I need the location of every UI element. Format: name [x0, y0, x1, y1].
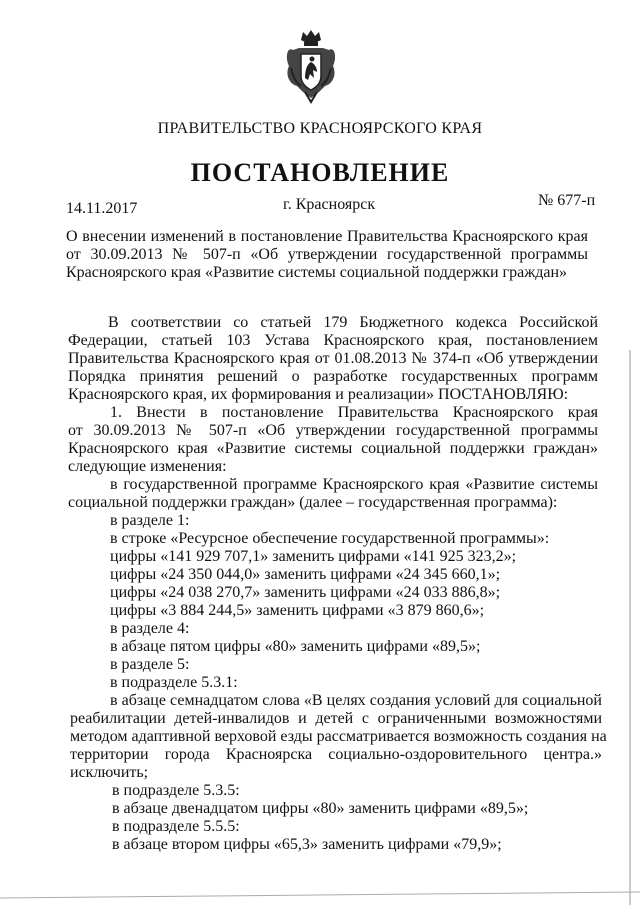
- body-line: исключить;: [70, 764, 149, 781]
- document-city: г. Красноярск: [283, 196, 376, 213]
- body-line: Правительства Красноярского края от 01.08.2013 № 374-п «Об утверждении: [68, 350, 598, 367]
- body-line: территории города Красноярска социально-оздоровительного центра.»: [70, 746, 602, 763]
- government-name: ПРАВИТЕЛЬСТВО КРАСНОЯРСКОГО КРАЯ: [157, 120, 483, 137]
- body-line: в подразделе 5.5.5:: [112, 818, 240, 835]
- document-date: 14.11.2017: [66, 200, 138, 217]
- body-line: цифры «141 929 707,1» заменить цифрами «141 925 323,2»;: [110, 548, 517, 565]
- body-line: 1. Внести в постановление Правительства Красноярского края: [110, 404, 598, 421]
- subject-line: от 30.09.2013 № 507-п «Об утверждении государственной программы: [66, 246, 588, 263]
- body-line: следующие изменения:: [68, 458, 227, 475]
- subject-line: Красноярского края «Развитие системы социальной поддержки граждан»: [66, 264, 568, 281]
- coat-of-arms-emblem: [283, 28, 339, 104]
- body-line: Красноярского края «Развитие системы социальной поддержки граждан»: [68, 440, 598, 457]
- body-line: цифры «24 350 044,0» заменить цифрами «24 345 660,1»;: [110, 566, 501, 583]
- body-line: методом адаптивной верховой езды рассматривается возможность создания на: [70, 728, 607, 745]
- body-line: в разделе 5:: [110, 656, 190, 673]
- body-line: в абзаце семнадцатом слова «В целях создания условий для социальной: [110, 692, 602, 709]
- body-line: в строке «Ресурсное обеспечение государственной программы»:: [110, 530, 550, 547]
- body-line: Порядка принятия решений о разработке государственных программ: [68, 368, 598, 385]
- body-line: в разделе 4:: [110, 620, 190, 637]
- body-line: в абзаце двенадцатом цифры «80» заменить цифрами «89,5»;: [112, 800, 529, 817]
- body-line: цифры «24 038 270,7» заменить цифрами «24 033 886,8»;: [110, 584, 501, 601]
- body-line: в государственной программе Красноярского края «Развитие системы: [110, 476, 598, 493]
- body-line: реабилитации детей-инвалидов и детей с ограниченными возможностями: [70, 710, 602, 727]
- document-number: № 677-п: [538, 192, 596, 209]
- document-title: ПОСТАНОВЛЕНИЕ: [190, 158, 450, 187]
- body-line: от 30.09.2013 № 507-п «Об утверждении государственной программы: [68, 422, 598, 439]
- body-line: В соответствии со статьей 179 Бюджетного кодекса Российской: [108, 314, 598, 331]
- body-line: в подразделе 5.3.5:: [112, 782, 240, 799]
- body-line: в абзаце втором цифры «65,3» заменить цифрами «79,9»;: [112, 836, 502, 853]
- body-line: социальной поддержки граждан» (далее – государственная программа):: [68, 494, 558, 511]
- body-line: в разделе 1:: [110, 512, 190, 529]
- body-line: Федерации, статьей 103 Устава Красноярского края, постановлением: [68, 332, 598, 349]
- subject-line: О внесении изменений в постановление Правительства Красноярского края: [66, 228, 588, 245]
- body-line: в подразделе 5.3.1:: [110, 674, 238, 691]
- body-line: цифры «3 884 244,5» заменить цифрами «3 879 860,6»;: [110, 602, 485, 619]
- body-line: Красноярского края, их формирования и реализации» ПОСТАНОВЛЯЮ:: [68, 386, 569, 403]
- body-line: в абзаце пятом цифры «80» заменить цифрами «89,5»;: [110, 638, 481, 655]
